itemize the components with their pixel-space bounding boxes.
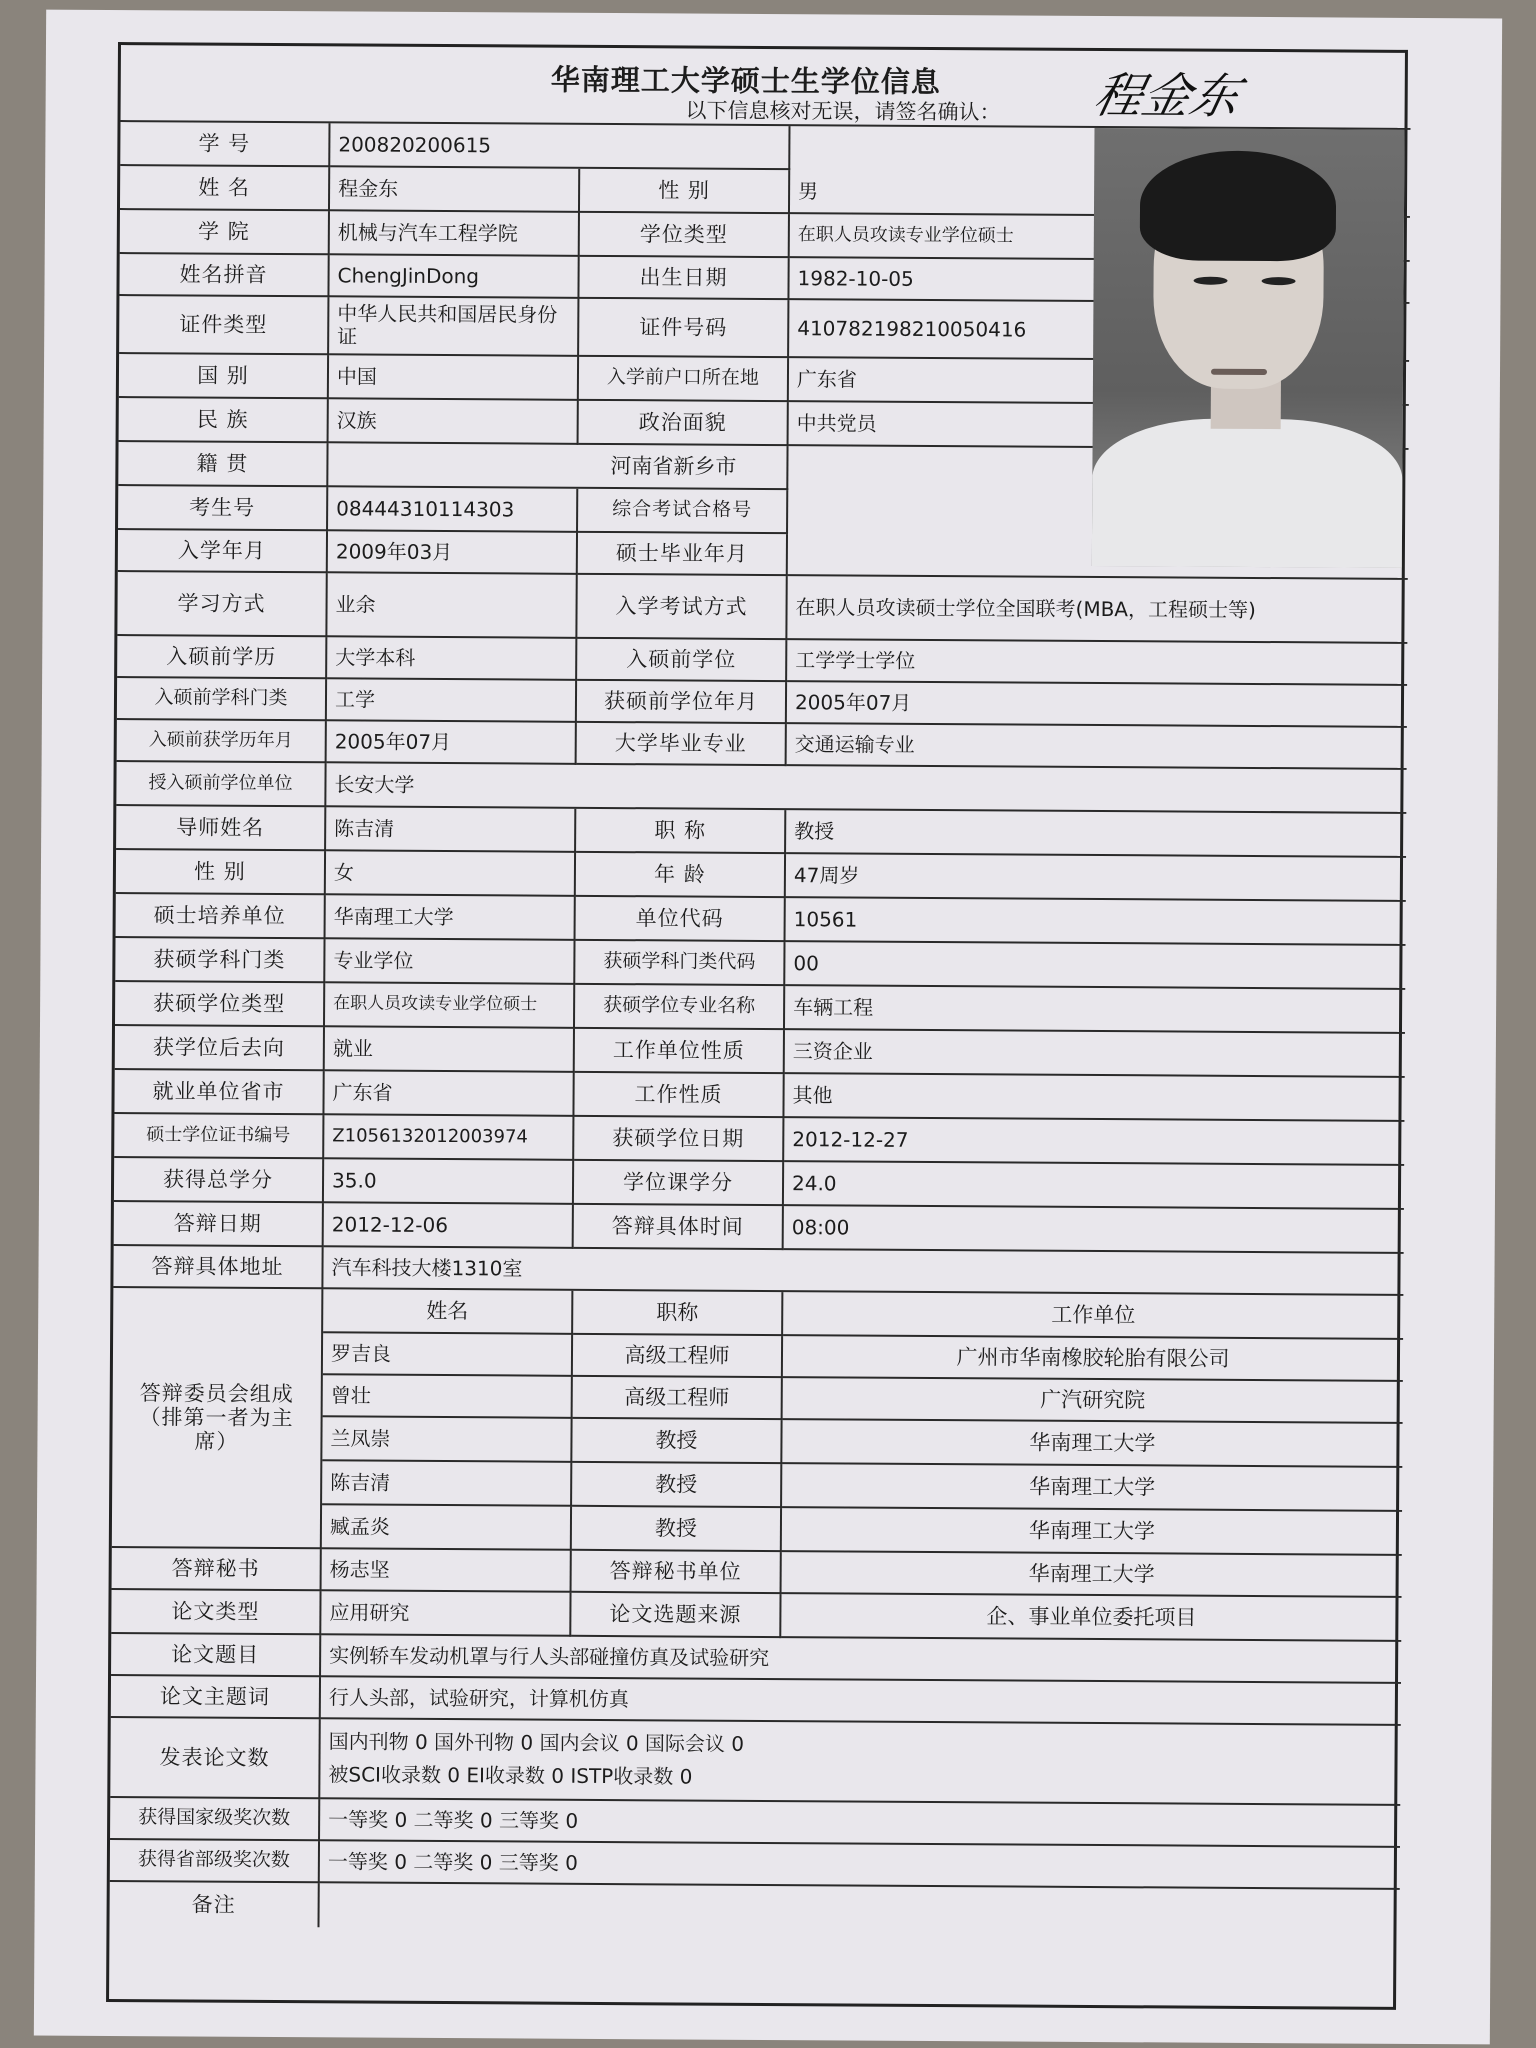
publications-line-2: 被SCI收录数 0 EI收录数 0 ISTP收录数 0: [328, 1762, 693, 1789]
label-prev-degree-date: 获硕前学位年月: [577, 681, 787, 724]
label-gender: 性 别: [580, 169, 790, 214]
committee-member-unit: 广州市华南橡胶轮胎有限公司: [783, 1336, 1403, 1382]
committee-member-title: 教授: [572, 1507, 782, 1552]
value-defense-place: 汽车科技大楼1310室: [323, 1247, 1403, 1296]
value-enroll: 2009年03月: [328, 531, 578, 575]
student-photo: [1092, 128, 1405, 568]
label-ethnicity: 民 族: [119, 398, 329, 443]
photo-cell: [788, 126, 1411, 580]
document-sheet: [34, 10, 1502, 2045]
label-exam-pass: 综合考试合格号: [578, 489, 788, 534]
value-train-unit: 华南理工大学: [326, 895, 576, 941]
label-thesis-type: 论文类型: [111, 1590, 321, 1635]
label-provincial-awards: 获得省部级奖次数: [110, 1840, 320, 1883]
label-train-unit: 硕士培养单位: [116, 894, 326, 939]
label-employer-type: 工作单位性质: [575, 1029, 785, 1074]
label-enroll: 入学年月: [118, 530, 328, 573]
label-advisor-age: 年 龄: [576, 853, 786, 898]
label-native: 籍 贯: [118, 442, 328, 487]
value-unit-code: 10561: [786, 898, 1406, 946]
value-total-credits: 35.0: [324, 1159, 574, 1205]
label-prev-edu: 入硕前学历: [117, 636, 327, 679]
value-degree-date: 2012-12-27: [784, 1118, 1404, 1166]
committee-header-unit: 工作单位: [783, 1292, 1403, 1340]
value-advisor-age: 47周岁: [786, 854, 1406, 902]
label-defense-place: 答辩具体地址: [113, 1246, 323, 1289]
label-prev-subject: 入硕前学科门类: [117, 678, 327, 721]
committee-header-title: 职称: [573, 1291, 783, 1336]
value-exam-no: 08444310114303: [328, 487, 578, 533]
committee-member-name: 兰凤崇: [322, 1417, 572, 1463]
label-ug-major: 大学毕业专业: [577, 723, 787, 766]
label-subject-code: 获硕学科门类代码: [575, 941, 785, 986]
value-pinyin: ChengJinDong: [329, 255, 579, 299]
label-prev-edu-date: 入硕前获学历年月: [117, 720, 327, 763]
value-hukou: 广东省: [789, 358, 1409, 406]
label-prev-degree: 入硕前学位: [577, 639, 787, 682]
label-birth: 出生日期: [579, 257, 789, 300]
publications-line-1: 国内刊物 0 国外刊物 0 国内会议 0 国际会议 0: [328, 1729, 745, 1756]
label-id-no: 证件号码: [579, 299, 789, 358]
committee-member-unit: 广汽研究院: [783, 1378, 1403, 1424]
label-pinyin: 姓名拼音: [119, 254, 329, 297]
label-subject: 获硕学科门类: [115, 938, 325, 983]
label-keywords: 论文主题词: [111, 1676, 321, 1719]
value-thesis-title: 实例轿车发动机罩与行人头部碰撞仿真及试验研究: [321, 1635, 1401, 1684]
value-ethnicity: 汉族: [329, 399, 579, 445]
label-defense-date: 答辩日期: [114, 1202, 324, 1247]
value-ug-major: 交通运输专业: [787, 724, 1407, 770]
label-college: 学 院: [120, 210, 330, 255]
label-graduate: 硕士毕业年月: [578, 533, 788, 576]
value-advisor-gender: 女: [326, 851, 576, 897]
value-id-no: 410782198210050416: [789, 300, 1409, 362]
label-work-province: 就业单位省市: [114, 1070, 324, 1115]
value-prev-subject: 工学: [327, 679, 577, 723]
label-defense-time: 答辩具体时间: [574, 1205, 784, 1250]
value-secretary: 杨志坚: [322, 1549, 572, 1593]
label-publications: 发表论文数: [110, 1718, 320, 1799]
photo-eye-left: [1194, 277, 1228, 285]
value-prev-degree: 工学学士学位: [787, 640, 1407, 686]
handwritten-signature: 程金东: [1088, 68, 1245, 125]
committee-member-unit: 华南理工大学: [782, 1508, 1402, 1556]
committee-member-name: 臧孟炎: [322, 1505, 572, 1551]
committee-header-name: 姓名: [323, 1289, 573, 1335]
value-degree-type: 在职人员攻读专业学位硕士: [790, 214, 1410, 262]
value-national-awards: 一等奖 0 二等奖 0 三等奖 0: [320, 1799, 1400, 1848]
value-defense-date: 2012-12-06: [324, 1203, 574, 1249]
value-major-name: 车辆工程: [785, 986, 1405, 1034]
label-id-type: 证件类型: [119, 296, 329, 355]
value-id-type: 中华人民共和国居民身份证: [329, 297, 579, 357]
label-national-awards: 获得国家级奖次数: [110, 1798, 320, 1841]
value-remarks: [319, 1883, 1399, 1934]
label-work-nature: 工作性质: [574, 1073, 784, 1118]
form-header: [121, 45, 1411, 130]
label-thesis-source: 论文选题来源: [571, 1593, 781, 1638]
label-prev-unit: 授入硕前学位单位: [116, 762, 326, 807]
value-secretary-unit: 华南理工大学: [782, 1552, 1402, 1598]
committee-member-title: 教授: [572, 1463, 782, 1508]
committee-member-name: 曾壮: [323, 1375, 573, 1419]
value-native: 河南省新乡市: [328, 443, 788, 490]
label-total-credits: 获得总学分: [114, 1158, 324, 1203]
label-hukou: 入学前户口所在地: [579, 357, 789, 402]
value-subject: 专业学位: [325, 939, 575, 985]
label-secretary-unit: 答辩秘书单位: [572, 1551, 782, 1594]
label-degree-kind: 获硕学位类型: [115, 982, 325, 1027]
label-advisor-title: 职 称: [576, 809, 786, 854]
degree-info-form: [106, 42, 1408, 2010]
label-remarks: 备注: [109, 1882, 319, 1927]
value-publications: [320, 1719, 1400, 1806]
value-birth: 1982-10-05: [789, 258, 1409, 304]
label-degree-date: 获硕学位日期: [574, 1117, 784, 1162]
committee-member-name: 陈吉清: [322, 1461, 572, 1507]
label-secretary: 答辩秘书: [112, 1548, 322, 1591]
label-unit-code: 单位代码: [576, 897, 786, 942]
confirm-note: 以下信息核对无误，请签名确认：: [685, 98, 1001, 125]
value-prev-edu-date: 2005年07月: [327, 721, 577, 765]
photo-mouth: [1211, 369, 1267, 375]
value-course-credits: 24.0: [784, 1162, 1404, 1210]
value-cert-no: Z1056132012003974: [324, 1115, 574, 1161]
label-politics: 政治面貌: [579, 401, 789, 446]
label-exam-mode: 入学考试方式: [577, 575, 787, 640]
value-student-id: 200820200615: [330, 123, 790, 170]
committee-member-title: 高级工程师: [573, 1377, 783, 1420]
value-degree-kind: 在职人员攻读专业学位硕士: [325, 983, 575, 1029]
label-cert-no: 硕士学位证书编号: [114, 1114, 324, 1159]
committee-member-title: 教授: [572, 1419, 782, 1464]
value-college: 机械与汽车工程学院: [330, 211, 580, 257]
value-politics: 中共党员: [789, 402, 1409, 450]
label-exam-no: 考生号: [118, 486, 328, 531]
label-destination: 获学位后去向: [115, 1026, 325, 1071]
value-exam-mode: 在职人员攻读硕士学位全国联考(MBA，工程硕士等): [787, 576, 1407, 644]
value-work-nature: 其他: [784, 1074, 1404, 1122]
value-thesis-type: 应用研究: [321, 1591, 571, 1637]
value-employer-type: 三资企业: [785, 1030, 1405, 1078]
label-advisor: 导师姓名: [116, 806, 326, 851]
value-advisor-title: 教授: [786, 810, 1406, 858]
photo-shirt: [1092, 418, 1403, 568]
label-name: 姓 名: [120, 166, 330, 211]
photo-hair: [1140, 150, 1337, 261]
label-student-id: 学 号: [120, 122, 330, 167]
value-prev-unit: 长安大学: [326, 763, 1406, 814]
label-major-name: 获硕学位专业名称: [575, 985, 785, 1030]
value-country: 中国: [329, 355, 579, 401]
value-subject-code: 00: [785, 942, 1405, 990]
label-course-credits: 学位课学分: [574, 1161, 784, 1206]
label-advisor-gender: 性 别: [116, 850, 326, 895]
label-study-mode: 学习方式: [117, 572, 327, 637]
label-thesis-title: 论文题目: [111, 1634, 321, 1677]
page-title: 华南理工大学硕士生学位信息: [550, 62, 941, 100]
value-study-mode: 业余: [327, 573, 577, 639]
value-gender: 男: [790, 170, 1410, 218]
value-prev-degree-date: 2005年07月: [787, 682, 1407, 728]
value-thesis-source: 企、事业单位委托项目: [781, 1594, 1401, 1642]
label-degree-type: 学位类型: [580, 213, 790, 258]
value-provincial-awards: 一等奖 0 二等奖 0 三等奖 0: [320, 1841, 1400, 1890]
label-country: 国 别: [119, 354, 329, 399]
value-work-province: 广东省: [324, 1071, 574, 1117]
value-destination: 就业: [325, 1027, 575, 1073]
committee-member-unit: 华南理工大学: [782, 1464, 1402, 1512]
value-prev-edu: 大学本科: [327, 637, 577, 681]
value-keywords: 行人头部，试验研究，计算机仿真: [321, 1677, 1401, 1726]
committee-member-name: 罗吉良: [323, 1333, 573, 1377]
label-committee: 答辩委员会组成（排第一者为主席）: [112, 1288, 324, 1549]
value-name: 程金东: [330, 167, 580, 213]
value-defense-time: 08:00: [784, 1206, 1404, 1254]
value-advisor: 陈吉清: [326, 807, 576, 853]
committee-member-title: 高级工程师: [573, 1335, 783, 1378]
committee-member-unit: 华南理工大学: [782, 1420, 1402, 1468]
photo-eye-right: [1262, 277, 1296, 285]
